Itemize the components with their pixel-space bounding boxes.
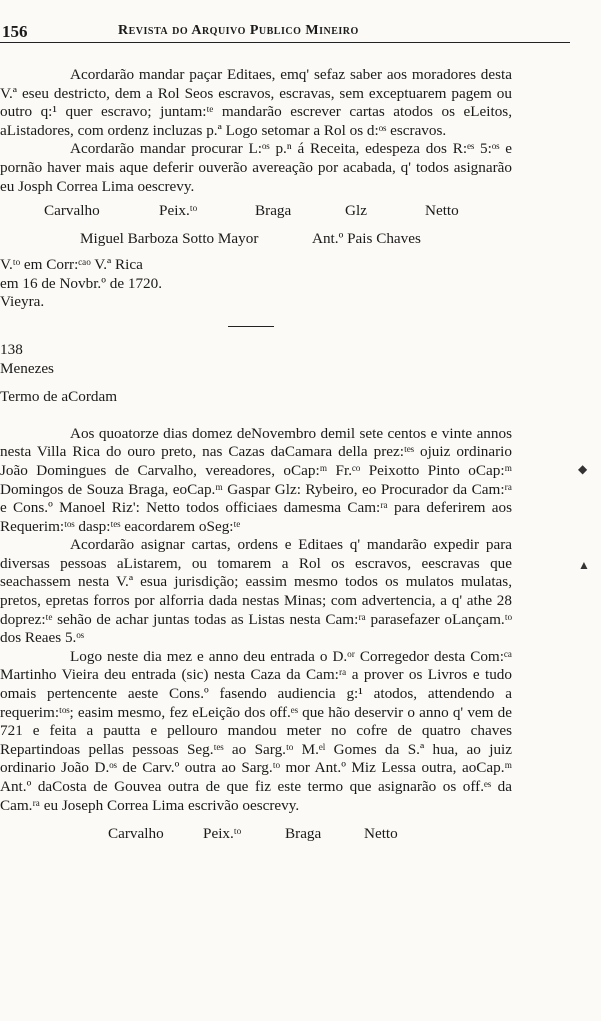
- signature: Peix.ᵗᵒ: [159, 202, 198, 220]
- signature-line: [0, 196, 512, 224]
- paragraph: Acordarão mandar paçar Editaes, emq' sefaz saber aos moradores desta V.ª eseu destricto, dem a Rol Seos escravos, escravas, sem exceptuarem pagem ou outro q:¹ quer escravo; juntam:ᵗᵉ mandarão escrever cartas atodos os eLeitos, aListadores, com ordenz incluzas p.ª Logo setomar a Rol os d:ᵒˢ escravos.: [0, 66, 512, 139]
- signature: Carvalho: [44, 202, 100, 220]
- conferido-line: em 16 de Novbr.º de 1720.: [0, 274, 163, 292]
- signature: Glz: [345, 202, 367, 220]
- reference-number: 138: [0, 340, 23, 358]
- document-body: [0, 66, 512, 847]
- conferido-block: [0, 256, 512, 312]
- signature: Netto: [425, 202, 459, 220]
- divider-rule: [228, 326, 274, 327]
- signature-line: [0, 819, 512, 847]
- running-title: Revista do Arquivo Publico Mineiro: [118, 23, 359, 38]
- conferido-line: V.ᵗᵒ em Corr:ᶜᵃᵒ V.ª Rica: [0, 256, 143, 274]
- paragraph: Logo neste dia mez e anno deu entrada o D.ᵒʳ Corregedor desta Com:ᶜᵃ Martinho Vieira deu entrada (sic) nesta Caza da Cam:ʳᵃ a prover os Livros e tudo omais pertencente aeste Cons.º fasendo audiencia g:¹ atodos, attendendo a requerim:ᵗᵒˢ; easim mesmo, fez eLeição dos off.ᵉˢ que hão deservir o anno q' vem de 721 e feita a pautta e pellouro mandou meter no cofre de quatro chaves Repartindoas pellas pessoas Seg.ᵗᵉˢ ao Sarg.ᵗᵒ M.ᵉˡ Gomes da S.ª hua, ao juiz ordinario João D.ᵒˢ de Carv.º outra ao Sarg.ᵗᵒ mor Ant.º Miz Lessa outra, aoCap.ᵐ Ant.º daCosta de Gouvea outra de que fiz este termo que asignarão os off.ᵉˢ da Cam.ʳᵃ eu Joseph Correa Lima escrivão oescrevy.: [0, 647, 512, 814]
- page-number: 156: [2, 22, 28, 41]
- margin-mark-icon: ◆: [578, 462, 588, 476]
- signature: Miguel Barboza Sotto Mayor: [80, 230, 259, 248]
- paragraph: Acordarão asignar cartas, ordens e Editaes q' mandarão expedir para diversas pessoas aListarem, ou tomarem a Rol os escravos, eescravas que seachassem nesta V.ª esua jurisdição; eassim mesmo todos os mulatos mulatas, pretos, epretas forros por alforria dada nestas Minas; com advertencia, a q' athe 28 doprez:ᵗᵉ sehão de achar juntas todas as Listas nesta Cam:ʳᵃ parasefazer oLançam.ᵗᵒ dos Reaes 5.ᵒˢ: [0, 536, 512, 647]
- reference-block: [0, 341, 512, 378]
- paragraph: Aos quoatorze dias domez deNovembro demil sete centos e vinte annos nesta Villa Rica do ouro preto, nas Cazas daCamara della prez:ᵗᵉˢ ojuiz ordinario João Domingues de Carvalho, vereadores, oCap:ᵐ Fr.ᶜᵒ Peixotto Pinto oCap:ᵐ Domingos de Souza Braga, eoCap.ᵐ Gaspar Glz: Rybeiro, eo Procurador da Cam:ʳᵃ e Cons.º Manoel Riz': Netto todos officiaes damesma Cam:ʳᵃ para deferirem aos Requerim:ᵗᵒˢ dasp:ᵗᵉˢ eacordarem oSeg:ᵗᵉ: [0, 424, 512, 535]
- conferido-line: Vieyra.: [0, 293, 45, 311]
- signature-line: [0, 224, 512, 252]
- section-title: Termo de aCordam: [0, 388, 118, 406]
- reference-name: Menezes: [0, 359, 54, 377]
- signature: Braga: [255, 202, 292, 220]
- signature: Ant.º Pais Chaves: [312, 230, 421, 248]
- signature: Carvalho: [108, 825, 164, 843]
- signature: Peix.ᵗᵒ: [203, 825, 242, 843]
- signature: Braga: [285, 825, 322, 843]
- signature: Netto: [364, 825, 398, 843]
- page-header: [0, 22, 570, 43]
- margin-mark-icon: ▲: [578, 558, 590, 572]
- paragraph: Acordarão mandar procurar L:ᵒˢ p.ⁿ á Receita, edespeza dos R:ᵉˢ 5:ᵒˢ e pornão haver mais aque deferir ouverão avereação por acabada, q' todos asignarão eu Josph Correa Lima oescrevy.: [0, 140, 512, 195]
